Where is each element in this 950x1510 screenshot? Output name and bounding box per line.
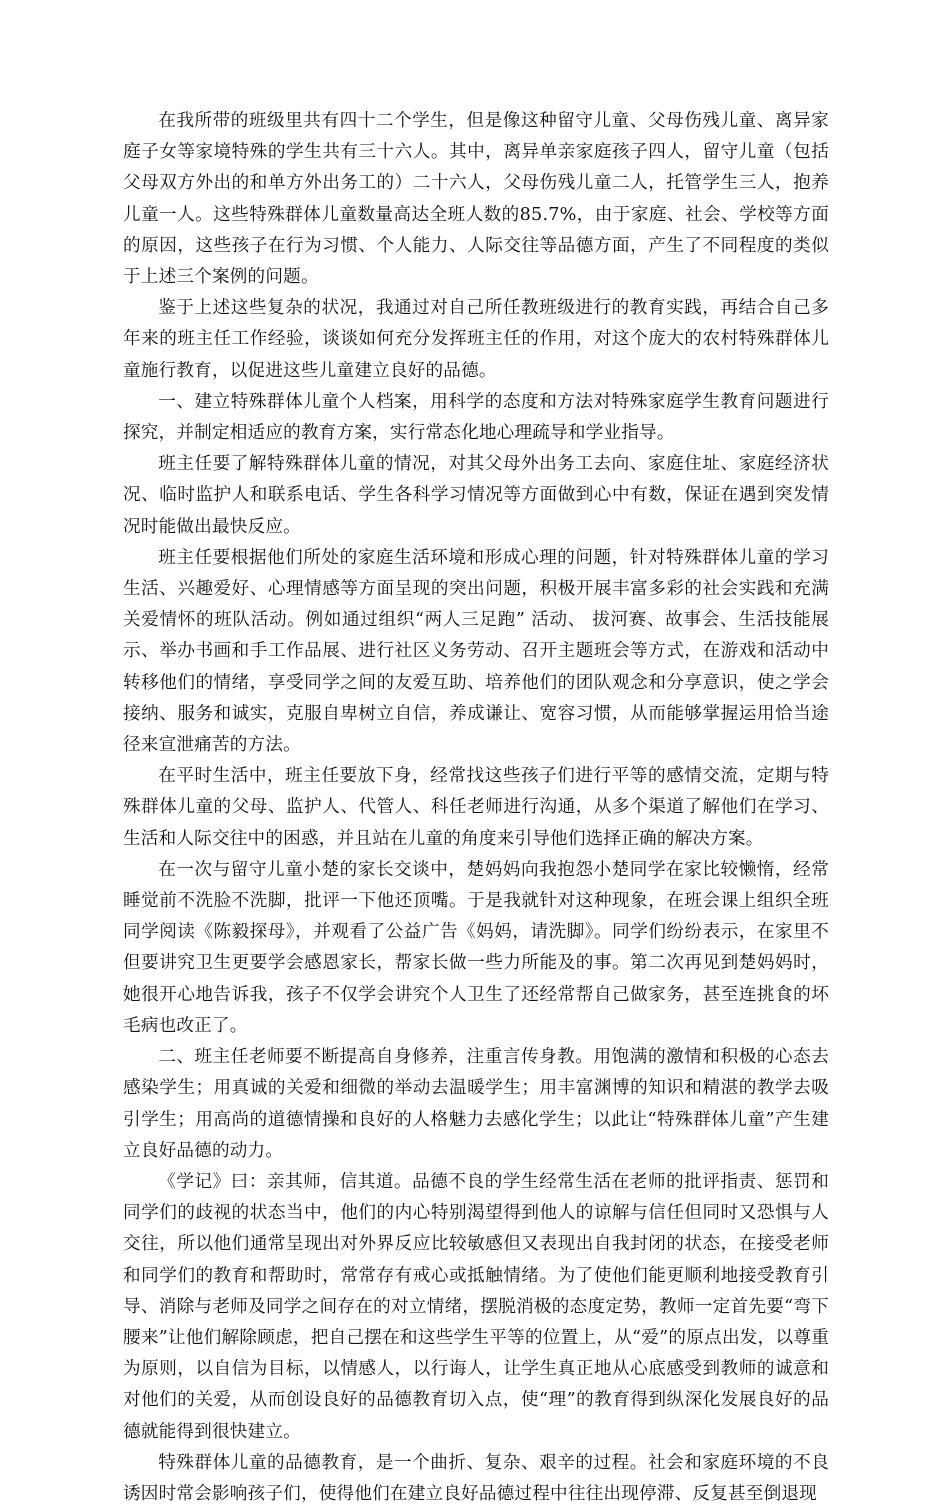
paragraph-class-overview: 在我所带的班级里共有四十二个学生，但是像这种留守儿童、父母伤残儿童、离异家庭子女等家境特殊的学生共有三十六人。其中，离异单亲家庭孩子四人，留守儿童（包括父母双方外出的和单方外出务工的）二十六人，父母伤残儿童二人，托管学生三人，抱养儿童一人。这些特殊群体儿童数量高达全班人数的85.7%，由于家庭、社会、学校等方面的原因，这些孩子在行为习惯、个人能力、人际交往等品德方面，产生了不同程度的类似于上述三个案例的问题。 (123, 111, 829, 288)
paragraph-xueji-quote: 《学记》曰：亲其师，信其道。品德不良的学生经常生活在老师的批评指责、惩罚和同学们的歧视的状态当中，他们的内心特别渴望得到他人的谅解与信任但同时又恐惧与人交往，所以他们通常呈现出对外界反应比较敏感但又表现出自我封闭的状态，在接受老师和同学们的教育和帮助时，常常存有戒心或抵触情绪。为了使他们能更顺利地接受教育引导、消除与老师及同学之间存在的对立情绪，摆脱消极的态度定势，教师一定首先要“弯下腰来”让他们解除顾虑，把自己摆在和这些学生平等的位置上，从“爱”的原点出发，以尊重为原则，以自信为目标，以情感人，以行诲人，让学生真正地从心底感受到教师的诚意和对他们的关爱，从而创设良好的品德教育切入点，使“理”的教育得到纵深化发展良好的品德就能得到很快建立。 (123, 1171, 829, 1442)
document-body (123, 106, 829, 1510)
paragraph-practice-intro: 鉴于上述这些复杂的状况，我通过对自己所任教班级进行的教育实践，再结合自己多年来的班主任工作经验，谈谈如何充分发挥班主任的作用，对这个庞大的农村特殊群体儿童施行教育，以促进这些儿童建立良好的品德。 (123, 298, 829, 381)
paragraph-communication: 在平时生活中，班主任要放下身，经常找这些孩子们进行平等的感情交流，定期与特殊群体儿童的父母、监护人、代管人、科任老师进行沟通，从多个渠道了解他们在学习、生活和人际交往中的困惑，并且站在儿童的角度来引导他们选择正确的解决方案。 (123, 766, 829, 849)
paragraph-section-one-heading: 一、建立特殊群体儿童个人档案，用科学的态度和方法对特殊家庭学生教育问题进行探究，并制定相适应的教育方案，实行常态化地心理疏导和学业指导。 (123, 391, 829, 444)
paragraph-class-activities: 班主任要根据他们所处的家庭生活环境和形成心理的问题，针对特殊群体儿童的学习生活、兴趣爱好、心理情感等方面呈现的突出问题，积极开展丰富多彩的社会实践和充满关爱情怀的班队活动。例如通过组织“两人三足跑” 活动、 拔河赛、故事会、生活技能展示、举办书画和手工作品展、进行社区义务劳动、召开主题班会等方式，在游戏和活动中转移他们的情绪，享受同学之间的友爱互助、培养他们的团队观念和分享意识，使之学会接纳、服务和诚实，克服自卑树立自信，养成谦让、宽容习惯，从而能够掌握运用恰当途径来宣泄痛苦的方法。 (123, 547, 829, 756)
paragraph-student-records: 班主任要了解特殊群体儿童的情况，对其父母外出务工去向、家庭住址、家庭经济状况、临时监护人和联系电话、学生各科学习情况等方面做到心中有数，保证在遇到突发情况时能做出最快反应。 (123, 454, 829, 537)
paragraph-conclusion-start: 特殊群体儿童的品德教育，是一个曲折、复杂、艰辛的过程。社会和家庭环境的不良诱因时常会影响孩子们，使得他们在建立良好品德过程中往往出现停滞、反复甚至倒退现 (123, 1452, 829, 1504)
paragraph-case-example: 在一次与留守儿童小楚的家长交谈中，楚妈妈向我抱怨小楚同学在家比较懒惰，经常睡觉前不洗脸不洗脚，批评一下他还顶嘴。于是我就针对这种现象，在班会课上组织全班同学阅读《陈毅探母》，并观看了公益广告《妈妈，请洗脚》。同学们纷纷表示，在家里不但要讲究卫生更要学会感恩家长，帮家长做一些力所能及的事。第二次再见到楚妈妈时，她很开心地告诉我，孩子不仅学会讲究个人卫生了还经常帮自己做家务，甚至连挑食的坏毛病也改正了。 (123, 859, 829, 1036)
paragraph-section-two-heading: 二、班主任老师要不断提高自身修养，注重言传身教。用饱满的激情和积极的心态去感染学生；用真诚的关爱和细微的举动去温暖学生；用丰富渊博的知识和精湛的教学去吸引学生；用高尚的道德情操和良好的人格魅力去感化学生；以此让“特殊群体儿童”产生建立良好品德的动力。 (123, 1047, 829, 1161)
